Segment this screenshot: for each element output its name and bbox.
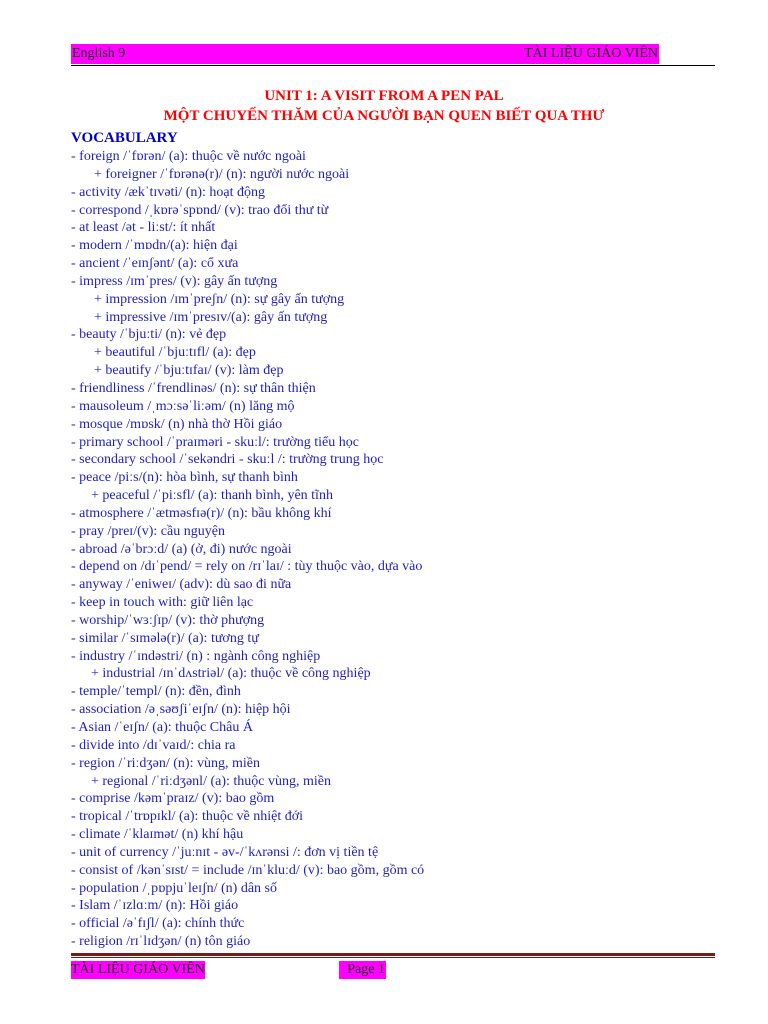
- vocab-entry: - mosque /mɒsk/ (n) nhà thờ Hồi giáo: [71, 416, 283, 432]
- page-number: Page 1: [339, 961, 386, 979]
- vocab-entry: - tropical /ˈtrɒpɪkl/ (a): thuộc về nhiệt đới: [71, 809, 304, 825]
- vocab-sub-entry: + beautify /ˈbjuːtɪfaɪ/ (v): làm đẹp: [94, 363, 284, 379]
- footer-divider: [71, 953, 715, 956]
- footer-doc-type: TÀI LIỆU GIÁO VIÊN: [71, 962, 205, 977]
- vocab-entry: - primary school /ˈpraɪməri - skuːl/: trường tiểu học: [71, 434, 359, 450]
- vocab-entry: - anyway /ˈeniweɪ/ (adv): dù sao đi nữa: [71, 577, 292, 593]
- vocab-sub-entry: + regional /ˈriːdʒənl/ (a): thuộc vùng, miền: [91, 773, 331, 789]
- vocab-entry: - keep in touch with: giữ liên lạc: [71, 595, 254, 611]
- vocab-sub-entry: + industrial /ɪnˈdʌstriəl/ (a): thuộc về công nghiệp: [91, 666, 371, 682]
- vocab-sub-entry: + impression /ɪmˈpreʃn/ (n): sự gây ấn tượng: [94, 291, 345, 307]
- vocab-entry: - atmosphere /ˈætməsfɪə(r)/ (n): bầu không khí: [71, 505, 332, 521]
- vocab-entry: - Asian /ˈeɪʃn/ (a): thuộc Châu Á: [71, 720, 253, 735]
- section-heading: VOCABULARY: [71, 130, 178, 146]
- vocab-entry: - correspond /ˌkɒrəˈspɒnd/ (v): trao đổi thư từ: [71, 202, 329, 218]
- vocab-sub-entry: + foreigner /ˈfɒrənə(r)/ (n): người nước ngoài: [94, 166, 350, 182]
- vocab-entry: - religion /rɪˈlɪdʒən/ (n) tôn giáo: [71, 934, 251, 950]
- vocab-entry: - temple/ˈtempl/ (n): đền, đình: [71, 684, 241, 700]
- vocab-entry: - at least /ət - liːst/: ít nhất: [71, 220, 216, 236]
- vocab-entry: - similar /ˈsɪmələ(r)/ (a): tương tự: [71, 630, 259, 646]
- unit-title-vietnamese: MỘT CHUYẾN THĂM CỦA NGƯỜI BẠN QUEN BIẾT QUA THƯ: [163, 108, 605, 124]
- vocab-entry: - modern /ˈmɒdn/(a): hiện đại: [71, 238, 238, 254]
- vocab-entry: - consist of /kənˈsɪst/ = include /ɪnˈkluːd/ (v): bao gồm, gồm có: [71, 862, 425, 878]
- page-header: [71, 44, 659, 64]
- header-subject: English 9: [72, 46, 126, 61]
- vocab-sub-entry: + beautiful /ˈbjuːtɪfl/ (a): đẹp: [94, 345, 256, 361]
- vocab-entry: - industry /ˈɪndəstri/ (n) : ngành công nghiệp: [71, 648, 321, 664]
- unit-title: UNIT 1: A VISIT FROM A PEN PAL: [264, 88, 504, 104]
- vocab-entry: - association /əˌsəʊʃiˈeɪʃn/ (n): hiệp hội: [71, 702, 291, 718]
- header-doc-type: TÀI LIỆU GIÁO VIÊN: [524, 46, 658, 61]
- vocab-entry: - population /ˌpɒpjuˈleɪʃn/ (n) dân số: [71, 880, 278, 896]
- vocab-entry: - Islam /ˈɪzlɑːm/ (n): Hồi giáo: [71, 898, 239, 914]
- vocab-entry: - depend on /dɪˈpend/ = rely on /rɪˈlaɪ/ : tùy thuộc vào, dựa vào: [71, 559, 423, 575]
- vocab-entry: - peace /piːs/(n): hòa bình, sự thanh bình: [71, 470, 298, 486]
- footer-divider-thin: [71, 957, 715, 958]
- vocab-entry: - impress /ɪmˈpres/ (v): gây ấn tượng: [71, 273, 278, 289]
- vocab-sub-entry: + peaceful /ˈpiːsfl/ (a): thanh bình, yên tĩnh: [91, 488, 333, 504]
- vocab-entry: - foreign /ˈfɒrən/ (a): thuộc về nước ngoài: [71, 149, 306, 164]
- vocab-entry: - comprise /kəmˈpraɪz/ (v): bao gồm: [71, 791, 275, 807]
- vocab-sub-entry: + impressive /ɪmˈpresɪv/(a): gây ấn tượng: [94, 309, 328, 325]
- vocab-entry: - mausoleum /ˌmɔːsəˈliːəm/ (n) lăng mộ: [71, 398, 295, 414]
- vocab-entry: - abroad /əˈbrɔːd/ (a) (ở, đi) nước ngoài: [71, 541, 292, 557]
- vocab-entry: - secondary school /ˈsekəndri - skuːl /: trường trung học: [71, 452, 384, 468]
- vocab-entry: - beauty /ˈbjuːti/ (n): vẻ đẹp: [71, 327, 227, 343]
- vocab-entry: - worship/ˈwɜːʃɪp/ (v): thờ phượng: [71, 612, 265, 628]
- vocabulary-list: [71, 148, 424, 951]
- vocab-entry: - divide into /dɪˈvaɪd/: chia ra: [71, 737, 236, 753]
- vocab-entry: - activity /ækˈtɪvəti/ (n): hoạt động: [71, 184, 266, 200]
- vocab-entry: - official /əˈfɪʃl/ (a): chính thức: [71, 916, 245, 932]
- vocab-entry: - friendliness /ˈfrendlinəs/ (n): sự thân thiện: [71, 380, 316, 396]
- vocab-entry: - pray /preɪ/(v): cầu nguyện: [71, 523, 225, 539]
- vocab-entry: - region /ˈriːdʒən/ (n): vùng, miền: [71, 755, 260, 771]
- vocab-entry: - unit of currency /ˈjuːnɪt - əv-/ˈkʌrənsi /: đơn vị tiền tệ: [71, 844, 379, 860]
- vocab-entry: - ancient /ˈeɪnʃənt/ (a): cổ xưa: [71, 256, 239, 272]
- header-divider: [71, 65, 715, 66]
- vocab-entry: - climate /ˈklaɪmət/ (n) khí hậu: [71, 827, 244, 843]
